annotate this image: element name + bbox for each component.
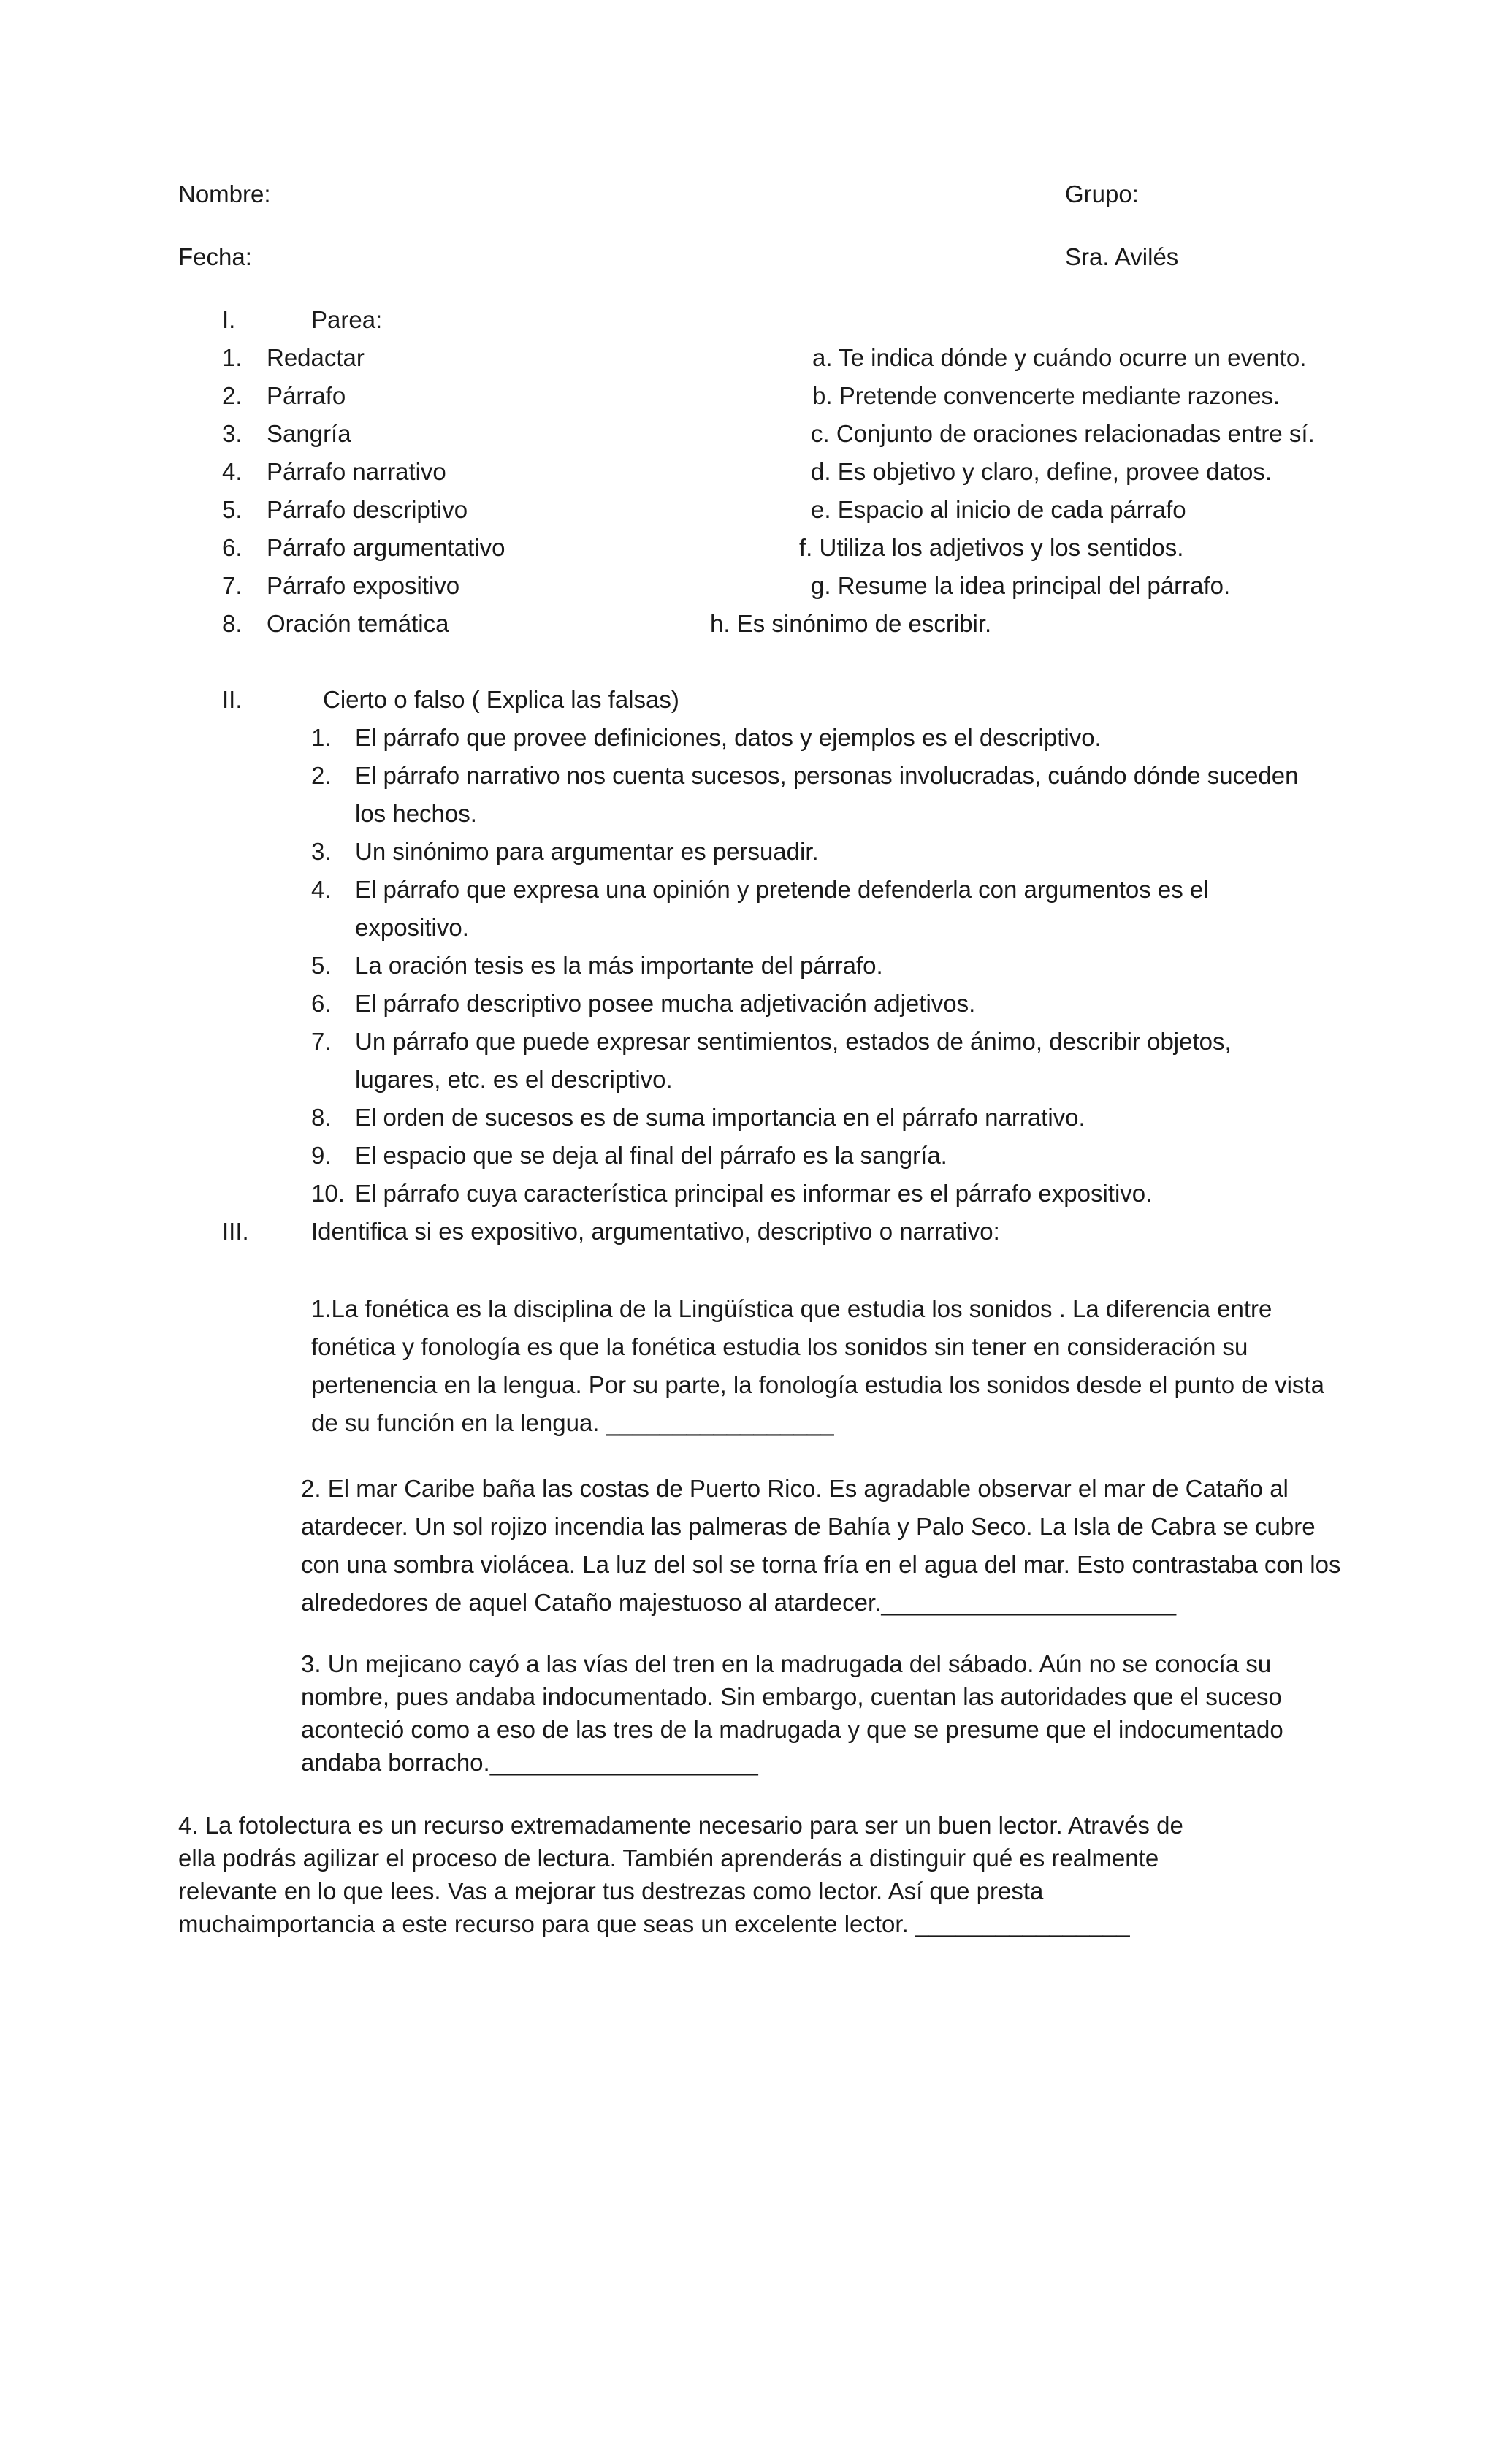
section1-numeral: I. (222, 306, 236, 333)
term-number: 6. (222, 534, 243, 561)
section2-numeral: II. (222, 686, 243, 713)
statement-number: 6. (311, 990, 332, 1017)
statement-number: 9. (311, 1142, 332, 1169)
section2-title: Cierto o falso ( Explica las falsas) (323, 686, 679, 713)
definition-item: c. Conjunto de oraciones relacionadas entre sí. (811, 420, 1315, 447)
term-text: Párrafo argumentativo (267, 534, 505, 561)
definition-item: g. Resume la idea principal del párrafo. (811, 572, 1231, 599)
term-number: 7. (222, 572, 243, 599)
statement-text: El párrafo que expresa una opinión y pretende defenderla con argumentos es el (355, 876, 1209, 903)
term-number: 3. (222, 420, 243, 447)
definition-item: b. Pretende convencerte mediante razones. (812, 382, 1281, 409)
passage-4: 4. La fotolectura es un recurso extremadamente necesario para ser un buen lector. Através de ella podrás agilizar el proceso de lectura. También aprenderás a distinguir qué es realmente relevante en lo que lees. Vas a mejorar tus destrezas como lector. Así que presta muchaimportancia a este recurso para que seas un excelente lector. ________________ (178, 1812, 1183, 1937)
term-text: Redactar (267, 344, 365, 371)
statement-number: 4. (311, 876, 332, 903)
statement-number: 8. (311, 1104, 332, 1131)
statement-text: La oración tesis es la más importante del párrafo. (355, 952, 883, 979)
statement-text: Un párrafo que puede expresar sentimientos, estados de ánimo, describir objetos, (355, 1028, 1232, 1055)
statement-text: El párrafo cuya característica principal es informar es el párrafo expositivo. (355, 1180, 1153, 1207)
term-text: Párrafo (267, 382, 346, 409)
passage-1: 1.La fonética es la disciplina de la Lingüística que estudia los sonidos . La diferencia entre fonética y fonología es que la fonética estudia los sonidos sin tener en consideración su pertenencia en la lengua. Por su parte, la fonología estudia los sonidos desde el punto de vista de su función en la lengua. _________________ (311, 1295, 1324, 1436)
statement-text: lugares, etc. es el descriptivo. (355, 1066, 673, 1093)
term-number: 8. (222, 610, 243, 637)
statement-text: Un sinónimo para argumentar es persuadir. (355, 838, 819, 865)
statement-text: El párrafo descriptivo posee mucha adjetivación adjetivos. (355, 990, 976, 1017)
term-text: Sangría (267, 420, 351, 447)
term-number: 5. (222, 496, 243, 523)
term-text: Párrafo descriptivo (267, 496, 468, 523)
statement-text: El párrafo que provee definiciones, datos y ejemplos es el descriptivo. (355, 724, 1102, 751)
term-text: Párrafo expositivo (267, 572, 460, 599)
statement-number: 7. (311, 1028, 332, 1055)
passage-3: 3. Un mejicano cayó a las vías del tren en la madrugada del sábado. Aún no se conocía su nombre, pues andaba indocumentado. Sin embargo, cuentan las autoridades que el suceso aconteció como a eso de las tres de la madrugada y que se presume que el indocumentado andaba borracho.____________________ (301, 1650, 1283, 1776)
fecha-label: Fecha: (178, 243, 252, 270)
statement-text: expositivo. (355, 914, 469, 941)
statement-text: El párrafo narrativo nos cuenta sucesos, personas involucradas, cuándo dónde suceden (355, 762, 1299, 789)
term-number: 4. (222, 458, 243, 485)
statement-number: 1. (311, 724, 332, 751)
definition-item: e. Espacio al inicio de cada párrafo (811, 496, 1186, 523)
statement-number: 3. (311, 838, 332, 865)
term-number: 2. (222, 382, 243, 409)
definition-item: a. Te indica dónde y cuándo ocurre un evento. (812, 344, 1307, 371)
nombre-label: Nombre: (178, 180, 271, 207)
section3-title: Identifica si es expositivo, argumentativo, descriptivo o narrativo: (311, 1218, 1000, 1245)
statement-text: El orden de sucesos es de suma importancia en el párrafo narrativo. (355, 1104, 1085, 1131)
term-text: Oración temática (267, 610, 449, 637)
term-text: Párrafo narrativo (267, 458, 446, 485)
definition-item: f. Utiliza los adjetivos y los sentidos. (799, 534, 1184, 561)
section1-title: Parea: (311, 306, 383, 333)
term-number: 1. (222, 344, 243, 371)
statement-text: los hechos. (355, 800, 477, 827)
statement-number: 10. (311, 1180, 345, 1207)
teacher-name: Sra. Avilés (1065, 243, 1179, 270)
statement-text: El espacio que se deja al final del párrafo es la sangría. (355, 1142, 947, 1169)
grupo-label: Grupo: (1065, 180, 1139, 207)
statement-number: 2. (311, 762, 332, 789)
passage-2: 2. El mar Caribe baña las costas de Puerto Rico. Es agradable observar el mar de Cataño al atardecer. Un sol rojizo incendia las palmeras de Bahía y Palo Seco. La Isla de Cabra se cubre con una sombra violácea. La luz del sol se torna fría en el agua del mar. Esto contrastaba con los alrededores de aquel Cataño majestuoso al atardecer.______________________ (301, 1475, 1341, 1616)
definition-item: h. Es sinónimo de escribir. (710, 610, 992, 637)
definition-item: d. Es objetivo y claro, define, provee datos. (811, 458, 1272, 485)
statement-number: 5. (311, 952, 332, 979)
section3-numeral: III. (222, 1218, 249, 1245)
